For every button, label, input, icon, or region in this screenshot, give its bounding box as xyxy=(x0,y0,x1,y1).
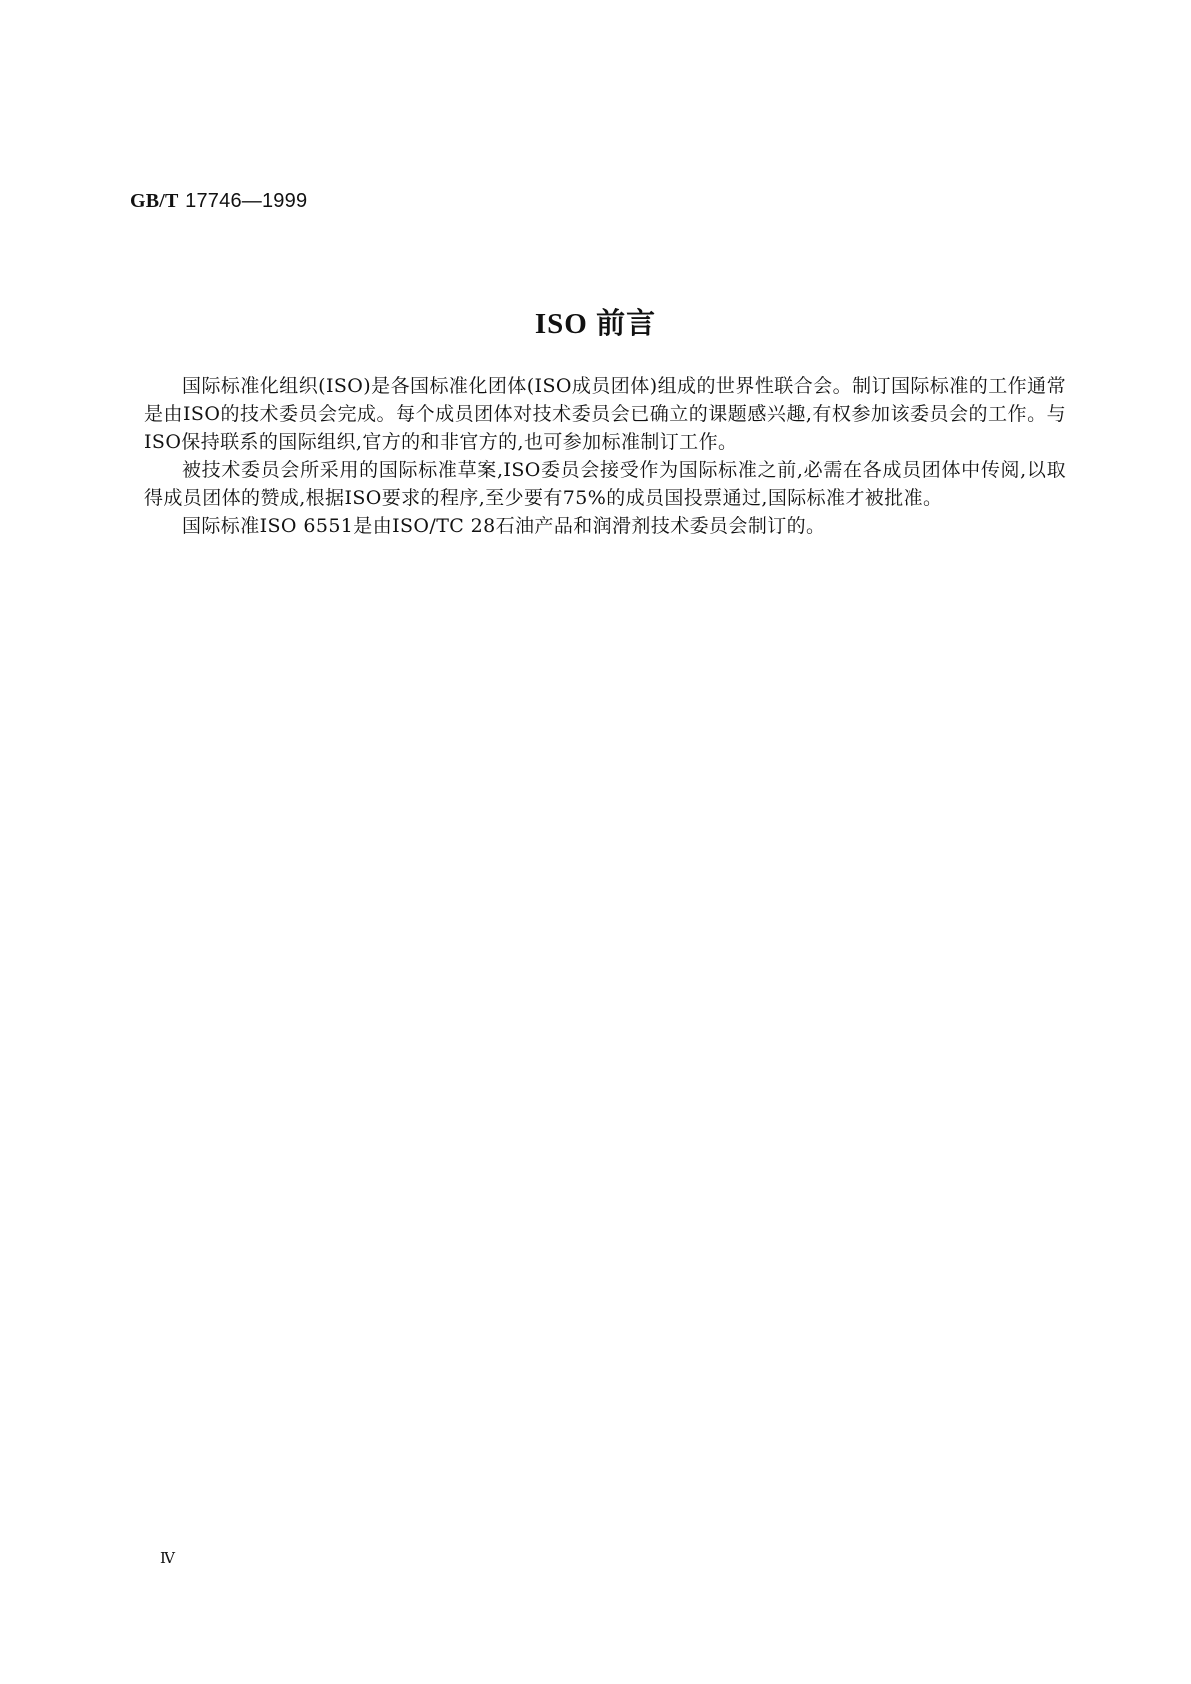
standard-number: 17746—1999 xyxy=(185,190,308,212)
paragraph: 被技术委员会所采用的国际标准草案,ISO委员会接受作为国际标准之前,必需在各成员团体中传阅,以取得成员团体的赞成,根据ISO要求的程序,至少要有75%的成员国投票通过,国际标准才被批准。 xyxy=(144,459,1066,509)
page-number: Ⅳ xyxy=(160,1551,175,1567)
paragraph: 国际标准ISO 6551是由ISO/TC 28石油产品和润滑剂技术委员会制订的。 xyxy=(182,515,826,537)
foreword-body xyxy=(144,372,1066,540)
page-title: ISO 前言 xyxy=(534,308,657,340)
standard-code-header xyxy=(130,188,307,213)
standard-prefix: GB/T xyxy=(130,190,179,212)
paragraph: 国际标准化组织(ISO)是各国标准化团体(ISO成员团体)组成的世界性联合会。制订国际标准的工作通常是由ISO的技术委员会完成。每个成员团体对技术委员会已确立的课题感兴趣,有权参加该委员会的工作。与ISO保持联系的国际组织,官方的和非官方的,也可参加标准制订工作。 xyxy=(144,375,1066,453)
